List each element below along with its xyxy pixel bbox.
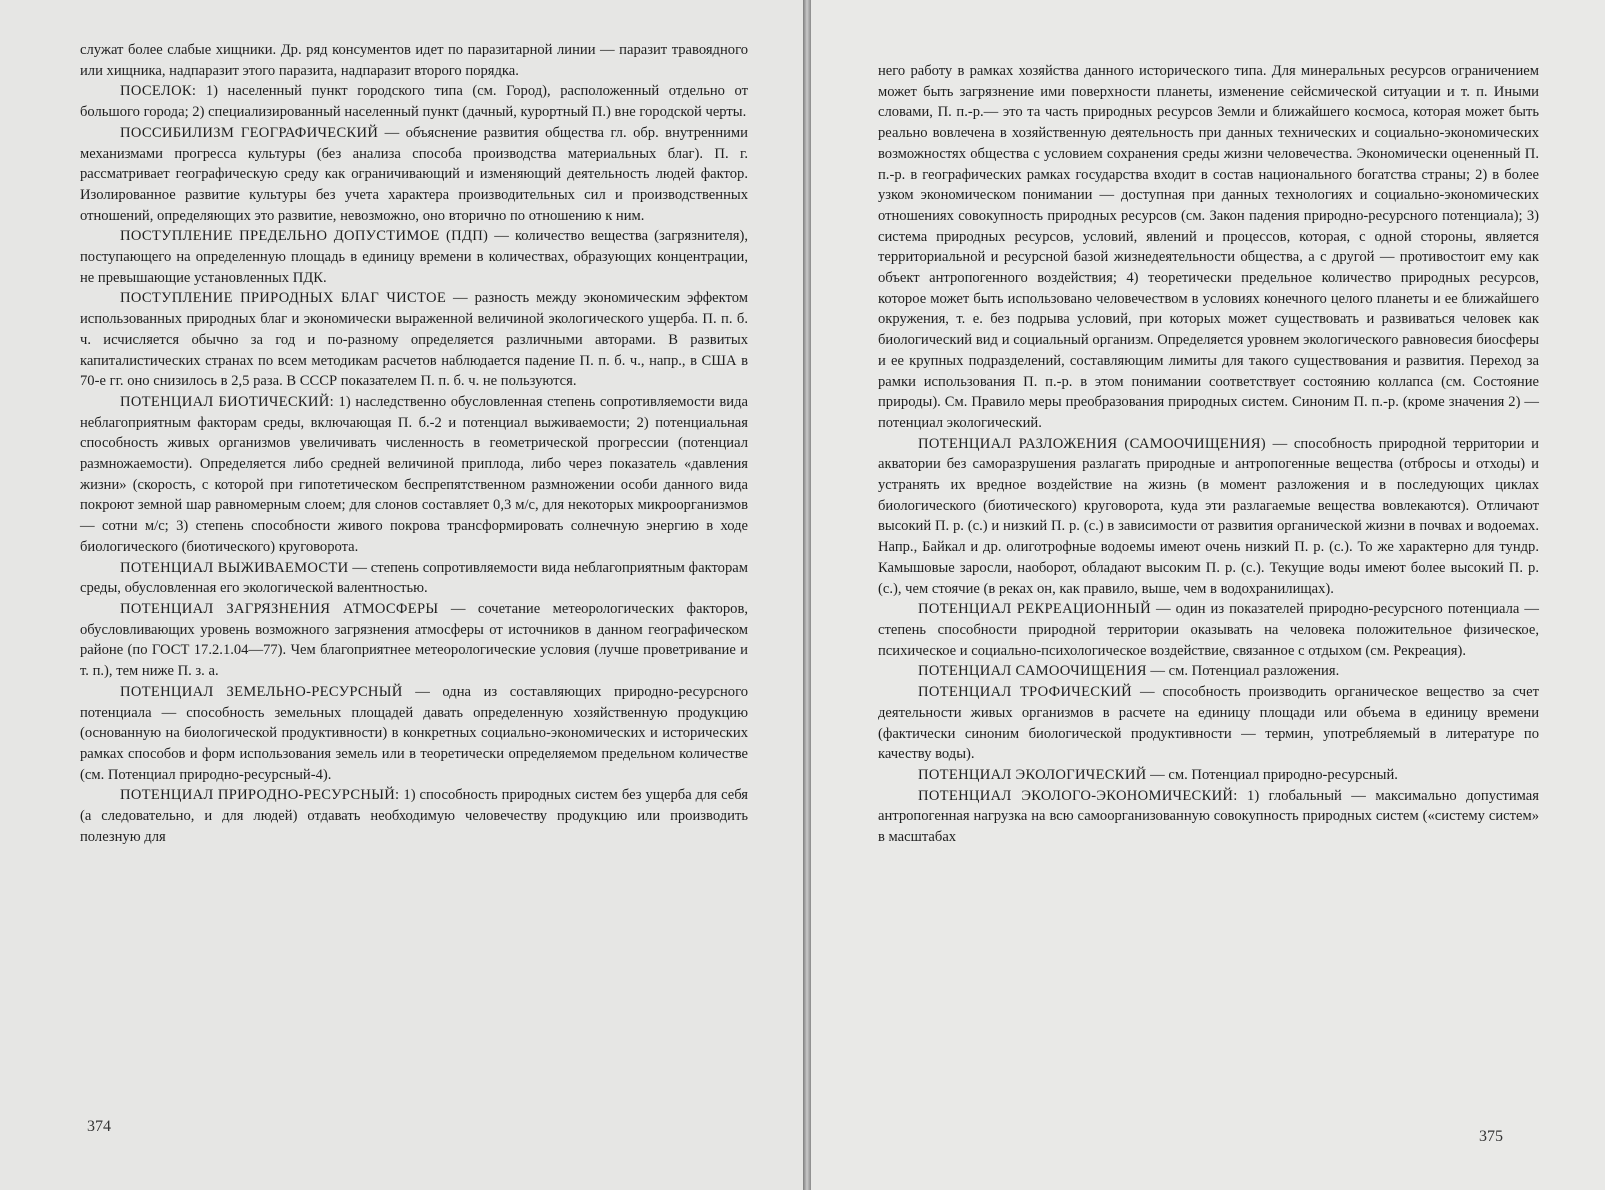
entry-term: ПОСТУПЛЕНИЕ ПРЕДЕЛЬНО ДОПУСТИМОЕ (ПДП) [120,228,489,245]
dictionary-entry [878,786,1539,848]
page-number-right: 375 [1479,1128,1503,1145]
dictionary-entry [80,558,748,599]
entry-term: ПОССИБИЛИЗМ ГЕОГРАФИЧЕСКИЙ [120,124,379,141]
entry-term: ПОТЕНЦИАЛ РЕКРЕАЦИОННЫЙ [918,601,1151,618]
entry-definition: — одна из составляющих природно-ресурсного потенциала — способность земельных площадей давать определенную хозяйственную продукцию (основанную на биологической продуктивности) в конкретных социально-экономических и исторических рамках способов и форм использования земель или в теоретически определяемом предельном количестве (см. Потенциал природно-ресурсный-4). [80,683,748,783]
dictionary-entry [80,226,748,288]
entry-term: ПОТЕНЦИАЛ ЭКОЛОГО-ЭКОНОМИЧЕСКИЙ: [918,787,1238,804]
dictionary-entry [80,288,748,392]
entry-definition: — количество вещества (загрязнителя), поступающего на определенную площадь в единицу времени в количествах, образующих концентрации, не превышающие установленных ПДК. [80,228,748,286]
entry-term: ПОСЕЛОК: [120,83,197,100]
dictionary-entry [878,599,1539,661]
entry-term: ПОТЕНЦИАЛ ЗЕМЕЛЬНО-РЕСУРСНЫЙ [120,683,403,700]
dictionary-entry [878,682,1539,765]
entry-continuation: него работу в рамках хозяйства данного исторического типа. Для минеральных ресурсов ограничением может быть загрязнение ими поверхности планеты, изменение сейсмической ситуации и т. п. Иными словами, П. п.-р.— это та часть природных ресурсов Земли и ближайшего космоса, которая может быть реально вовлечена в хозяйственную деятельность при данных технических и социально-экономических возможностях общества с условием сохранения среды жизни человечества. Экономически оцененный П. п.-р. в географических рамках государства входит в состав национального богатства страны; 2) в более узком экономическом понимании — доступная при данных технологиях и социально-экономических отношениях совокупность природных ресурсов (см. Закон падения природно-ресурсного потенциала); 3) система природных ресурсов, условий, явлений и процессов, которая, с одной стороны, является территориальной и ресурсной базой жизнедеятельности общества, а с другой — противостоит ему как объект антропогенного воздействия; 4) теоретически предельное количество природных ресурсов, которое может быть использовано человечеством в условиях конечного целого планеты и ее ближайшего окружения, т. е. без подрыва условий, при которых может существовать и развиваться человек как биологический вид и социальный организм. Определяется уровнем экологического равновесия биосферы и ее крупных подразделений, составляющим лимиты для такого существования и развития. Переход за рамки использования П. п.-р. в этом понимании соответствует состоянию коллапса (см. Состояние природы). См. Правило меры преобразования природных систем. Синоним П. п.-р. (кроме значения 2) — потенциал экологический. [878,63,1539,431]
entry-definition: — объяснение развития общества гл. обр. внутренними механизмами прогресса культуры (без анализа способа производства материальных благ). П. г. рассматривает географическую среду как ограничивающий и изменяющий деятельность людей фактор. Изолированное развитие культуры без учета характера производительных сил и производственных отношений, определяющих это развитие, невозможно, оно вторично по отношению к ним. [80,124,748,224]
book-gutter [803,0,811,1190]
entry-definition: — способность природной территории и акватории без саморазрушения разлагать природные и антропогенные вещества (отбросы и отходы) и устранять их вредное воздействие на жизнь (в момент разложения и в последующих циклах биологического (биотического) круговорота, куда эти разлагаемые вещества вовлекаются). Отличают высокий П. р. (с.) и низкий П. р. (с.) в зависимости от развития органической жизни в почвах и водоемах. Напр., Байкал и др. олиготрофные водоемы имеют очень низкий П. р. (с.). То же характерно для тундр. Камышовые заросли, наоборот, обладают высоким П. р. (с.). Текущие воды имеют более высокий П. р. (с.), чем стоячие (в реках он, как правило, выше, чем в водохранилищах). [878,435,1539,597]
entry-definition: 1) глобальный — максимально допустимая антропогенная нагрузка на всю самоорганизованную совокупность природных систем («систему систем» в масштабах [878,787,1539,846]
entry-definition: — см. Потенциал природно-ресурсный. [1150,766,1398,783]
entry-definition: 1) населенный пункт городского типа (см. Город), расположенный отдельно от большого города; 2) специализированный населенный пункт (дачный, курортный П.) вне городской черты. [80,83,748,121]
dictionary-entry [80,599,748,682]
dictionary-entry [878,765,1539,786]
dictionary-entry [878,661,1539,682]
right-page [811,0,1605,1190]
entry-term: ПОТЕНЦИАЛ ПРИРОДНО-РЕСУРСНЫЙ: [120,787,400,804]
left-page-text [80,40,748,847]
entry-definition: 1) наследственно обусловленная степень сопротивляемости вида неблагоприятным факторам среды, включающая П. б.-2 и потенциал выживаемости; 2) потенциальная способность живых организмов увеличивать численность в геометрической прогрессии (потенциал размножаемости). Определяется либо средней величиной приплода, либо через показатель «давления жизни» (скорость, с которой при гипотетическом беспрепятственном размножении особи данного вида покроют земной шар равномерным слоем; для слонов составляет 0,3 м/с, для некоторых микроорганизмов — сотни м/с; 3) степень способности живого покрова трансформировать солнечную энергию в ходе биологического (биотического) круговорота. [80,393,748,555]
entry-definition: — способность производить органическое вещество за счет деятельности живых организмов в расчете на единицу площади или объема в единицу времени (фактически синоним биологической продуктивности — термин, употребляемый в литературе по качеству воды). [878,684,1539,763]
entry-term: ПОТЕНЦИАЛ ТРОФИЧЕСКИЙ [918,684,1133,701]
entry-definition: — разность между экономическим эффектом использованных природных благ и экономически выраженной величиной экологического ущерба. П. п. б. ч. исчисляется обычно за год и по-разному определяется различными авторами. В развитых капиталистических странах по всем методикам расчетов наблюдается падение П. п. б. ч., напр., в США в 70-е гг. оно снизилось в 2,5 раза. В СССР показателем П. п. б. ч. не пользуются. [80,290,748,390]
entry-definition: — см. Потенциал разложения. [1150,663,1340,680]
entry-term: ПОТЕНЦИАЛ БИОТИЧЕСКИЙ: [120,393,334,410]
entry-term: ПОТЕНЦИАЛ ВЫЖИВАЕМОСТИ [120,559,349,576]
entry-term: ПОСТУПЛЕНИЕ ПРИРОДНЫХ БЛАГ ЧИСТОЕ [120,290,447,307]
dictionary-entry [80,682,748,786]
entry-definition: 1) способность природных систем без ущерба для себя (а следовательно, и для людей) отдавать необходимую человечеству продукцию или производить полезную для [80,787,748,845]
entry-definition: — сочетание метеорологических факторов, обусловливающих уровень возможного загрязнения атмосферы от источников в данном географическом районе (по ГОСТ 17.2.1.04—77). Чем благоприятнее метеорологические условия (лучше проветривание и т. п.), тем ниже П. з. а. [80,600,748,680]
dictionary-entry [878,434,1539,600]
dictionary-entry [80,81,748,122]
entry-term: ПОТЕНЦИАЛ ЭКОЛОГИЧЕСКИЙ [918,766,1147,783]
page-number-left: 374 [87,1118,111,1135]
dictionary-entry [80,392,748,558]
dictionary-entry [80,123,748,227]
right-page-text [878,61,1539,848]
entry-term: ПОТЕНЦИАЛ САМООЧИЩЕНИЯ [918,663,1147,680]
entry-term: ПОТЕНЦИАЛ ЗАГРЯЗНЕНИЯ АТМОСФЕРЫ [120,600,439,617]
dictionary-entry [80,785,748,847]
entry-definition: — один из показателей природно-ресурсного потенциала — степень способности природной территории оказывать на человека положительное физическое, психическое и социально-психологическое воздействие, связанное с отдыхом (см. Рекреация). [878,601,1540,659]
entry-continuation: служат более слабые хищники. Др. ряд консументов идет по паразитарной линии — паразит травоядного или хищника, надпаразит этого паразита, надпаразит второго порядка. [80,42,748,79]
entry-term: ПОТЕНЦИАЛ РАЗЛОЖЕНИЯ (САМООЧИЩЕНИЯ) [918,435,1266,452]
entry-definition: — степень сопротивляемости вида неблагоприятным факторам среды, обусловленная его экологической валентностью. [80,559,748,597]
